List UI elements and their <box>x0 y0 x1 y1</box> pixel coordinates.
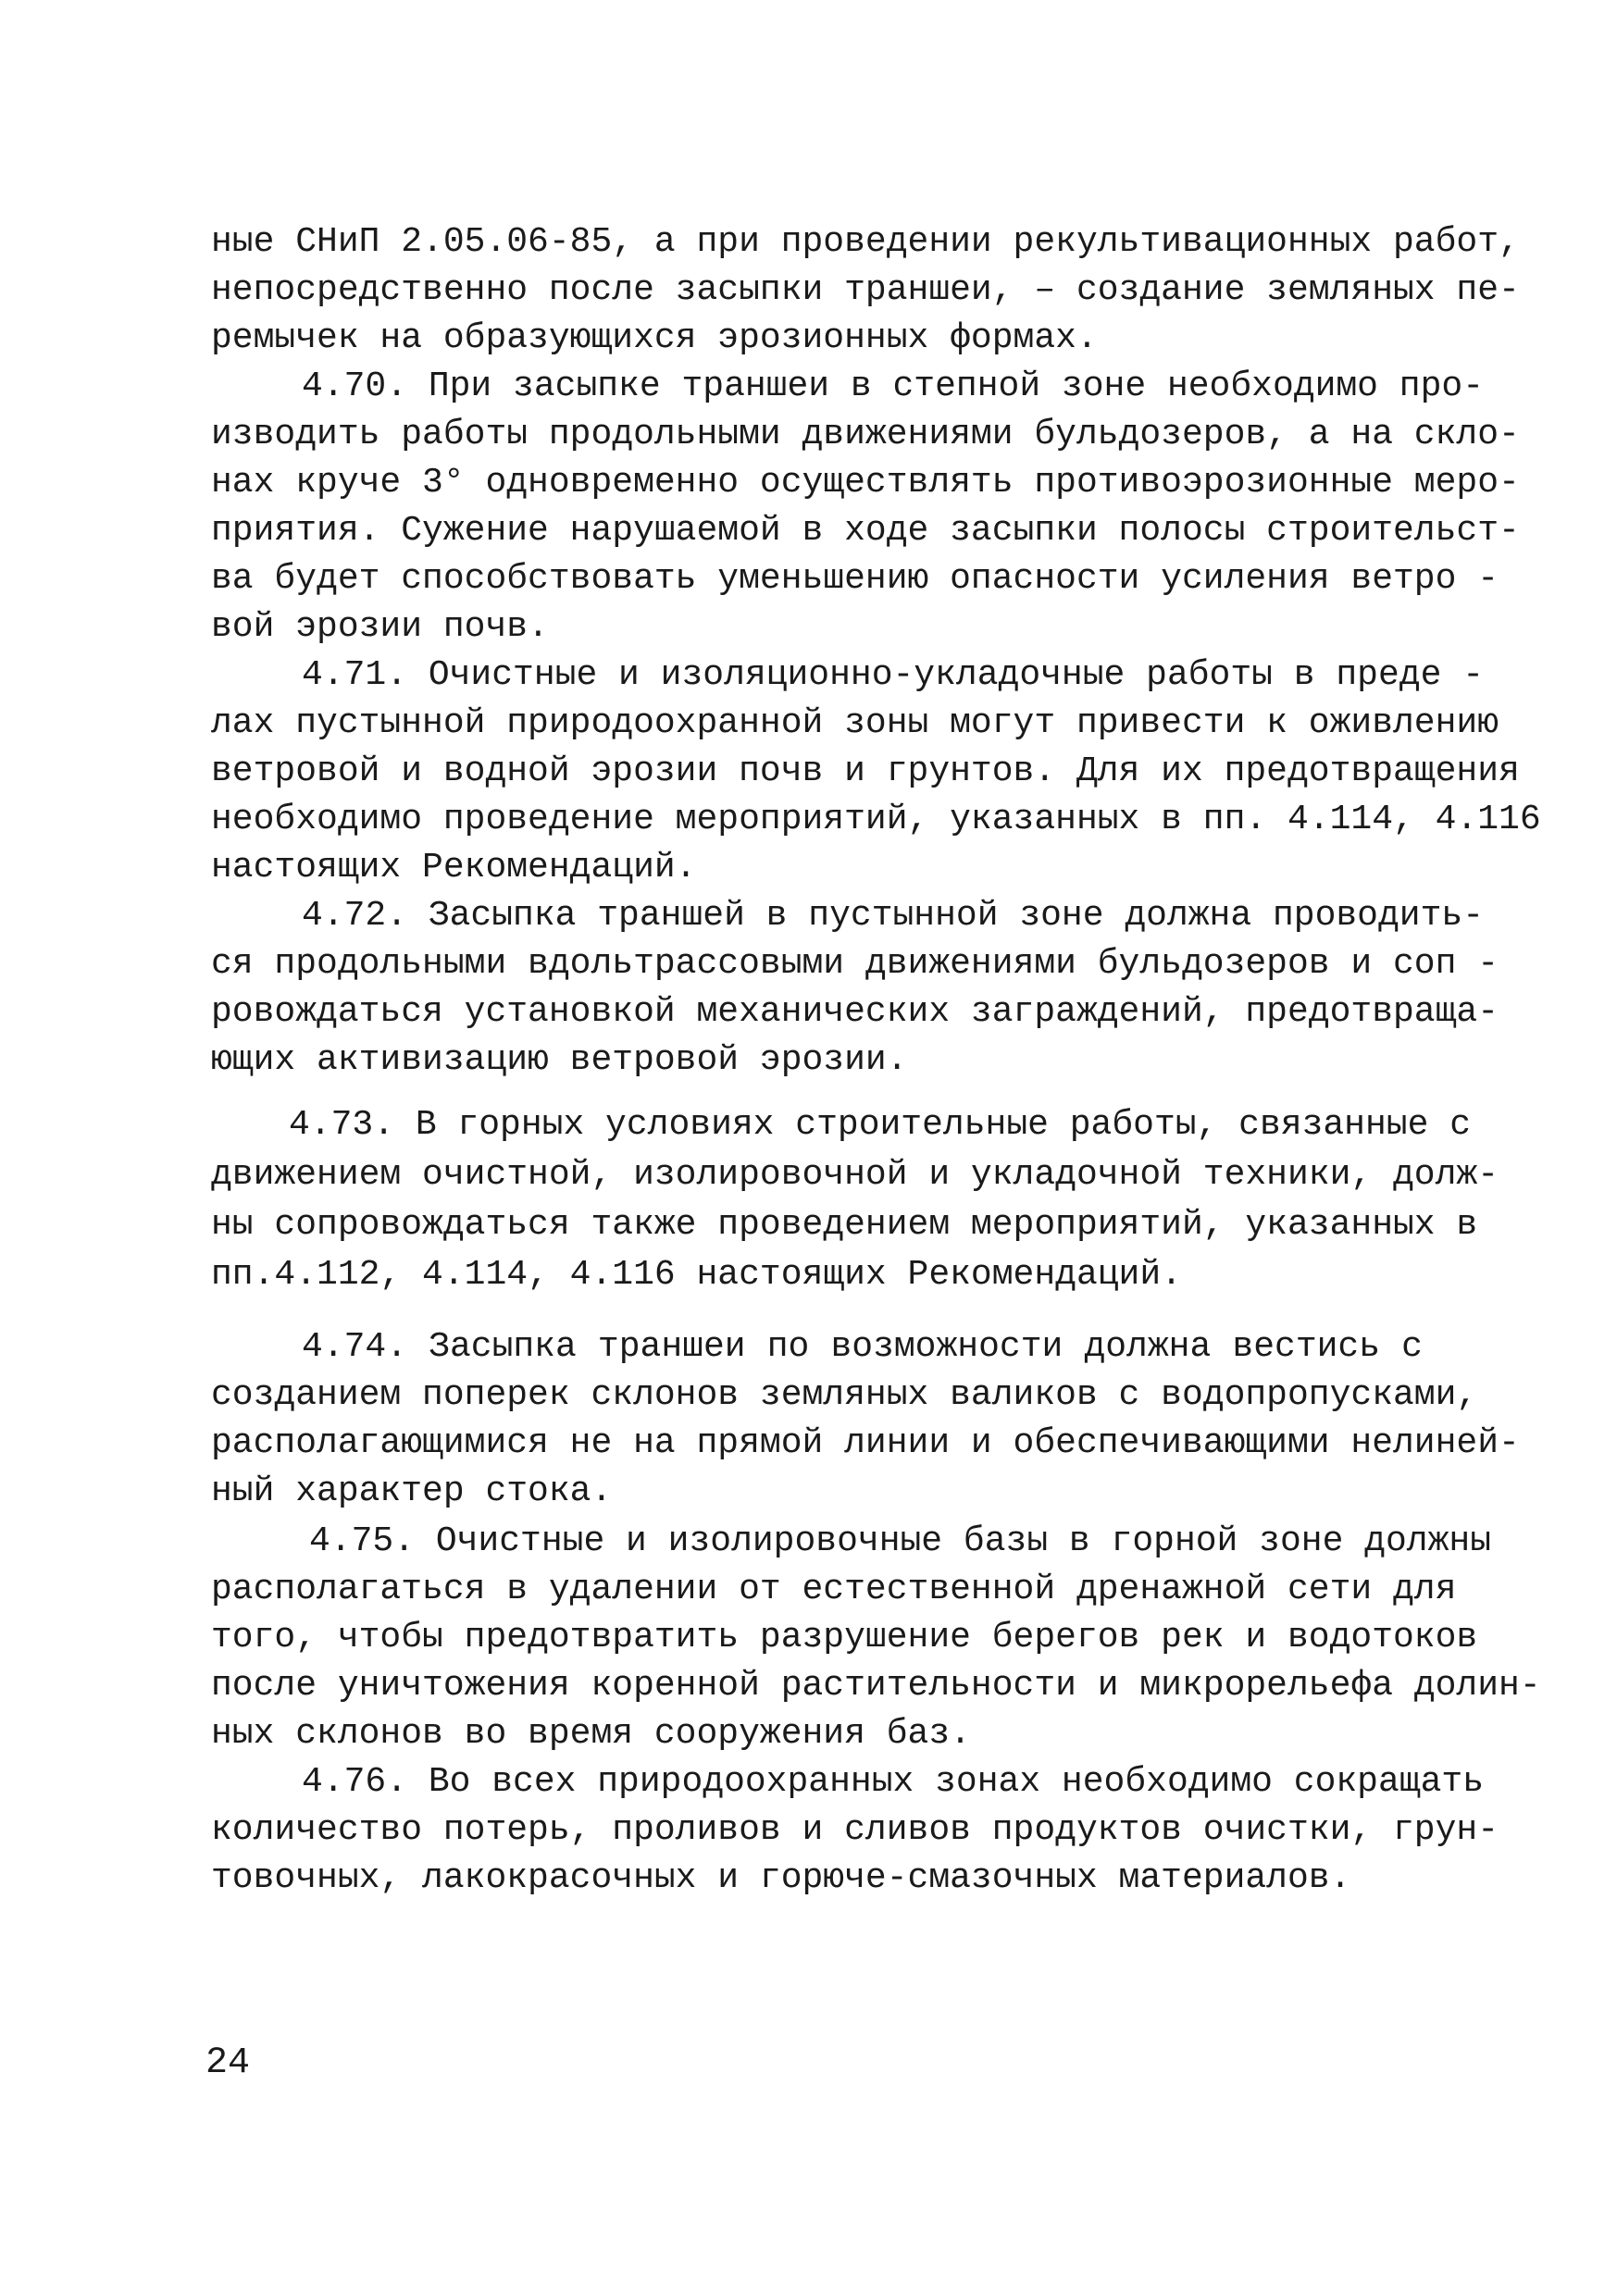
paragraph-first-line: 4.75. Очистные и изолировочные базы в горной зоне должны <box>309 1521 1492 1561</box>
text-line: ва будет способствовать уменьшению опасности усиления ветро - <box>211 559 1499 599</box>
text-line: после уничтожения коренной растительности и микрорельефа долин- <box>211 1666 1541 1706</box>
text-line: ный характер стока. <box>211 1471 613 1511</box>
text-line: ны сопровождаться также проведением мероприятий, указанных в <box>211 1205 1478 1245</box>
text-line: лах пустынной природоохранной зоны могут привести к оживлению <box>211 703 1499 743</box>
text-line: ся продольными вдольтрассовыми движениями бульдозеров и соп - <box>211 944 1499 984</box>
text-line: того, чтобы предотвратить разрушение берегов рек и водотоков <box>211 1618 1478 1657</box>
text-line: ные СНиП 2.05.06-85, а при проведении рекультивационных работ, <box>211 222 1520 262</box>
text-line: ремычек на образующихся эрозионных формах. <box>211 318 1098 358</box>
paragraph-first-line: 4.72. Засыпка траншей в пустынной зоне должна проводить- <box>302 896 1485 936</box>
text-line: товочных, лакокрасочных и горюче-смазочных материалов. <box>211 1858 1351 1898</box>
text-line: созданием поперек склонов земляных валиков с водопропусками, <box>211 1375 1478 1415</box>
text-line: ющих активизацию ветровой эрозии. <box>211 1040 908 1080</box>
text-line: ветровой и водной эрозии почв и грунтов. Для их предотвращения <box>211 751 1520 791</box>
text-line: непосредственно после засыпки траншеи, – создание земляных пе- <box>211 270 1520 310</box>
text-line: нах круче 3° одновременно осуществлять противоэрозионные меро- <box>211 463 1520 503</box>
paragraph-first-line: 4.71. Очистные и изоляционно-укладочные работы в преде - <box>302 655 1485 695</box>
text-line: необходимо проведение мероприятий, указанных в пп. 4.114, 4.116 <box>211 800 1541 839</box>
text-line: приятия. Сужение нарушаемой в ходе засыпки полосы строительст- <box>211 511 1520 551</box>
text-line: изводить работы продольными движениями бульдозеров, а на скло- <box>211 415 1520 454</box>
text-line: пп.4.112, 4.114, 4.116 настоящих Рекомендаций. <box>211 1255 1182 1295</box>
text-line: ровождаться установкой механических заграждений, предотвраща- <box>211 992 1499 1032</box>
paragraph-first-line: 4.70. При засыпке траншеи в степной зоне необходимо про- <box>302 366 1485 406</box>
text-line: располагающимися не на прямой линии и обеспечивающими нелиней- <box>211 1423 1520 1463</box>
text-line: количество потерь, проливов и сливов продуктов очистки, грун- <box>211 1810 1499 1850</box>
paragraph-first-line: 4.74. Засыпка траншеи по возможности должна вестись с <box>302 1327 1423 1367</box>
text-line: движением очистной, изолировочной и укладочной техники, долж- <box>211 1155 1499 1195</box>
paragraph-first-line: 4.76. Во всех природоохранных зонах необходимо сокращать <box>302 1762 1485 1802</box>
page-number: 24 <box>205 2042 251 2084</box>
text-line: ных склонов во время сооружения баз. <box>211 1714 971 1754</box>
text-line: располагаться в удалении от естественной дренажной сети для <box>211 1570 1457 1609</box>
text-line: настоящих Рекомендаций. <box>211 848 697 887</box>
paragraph-first-line: 4.73. В горных условиях строительные работы, связанные с <box>289 1105 1472 1145</box>
text-line: вой эрозии почв. <box>211 607 549 647</box>
